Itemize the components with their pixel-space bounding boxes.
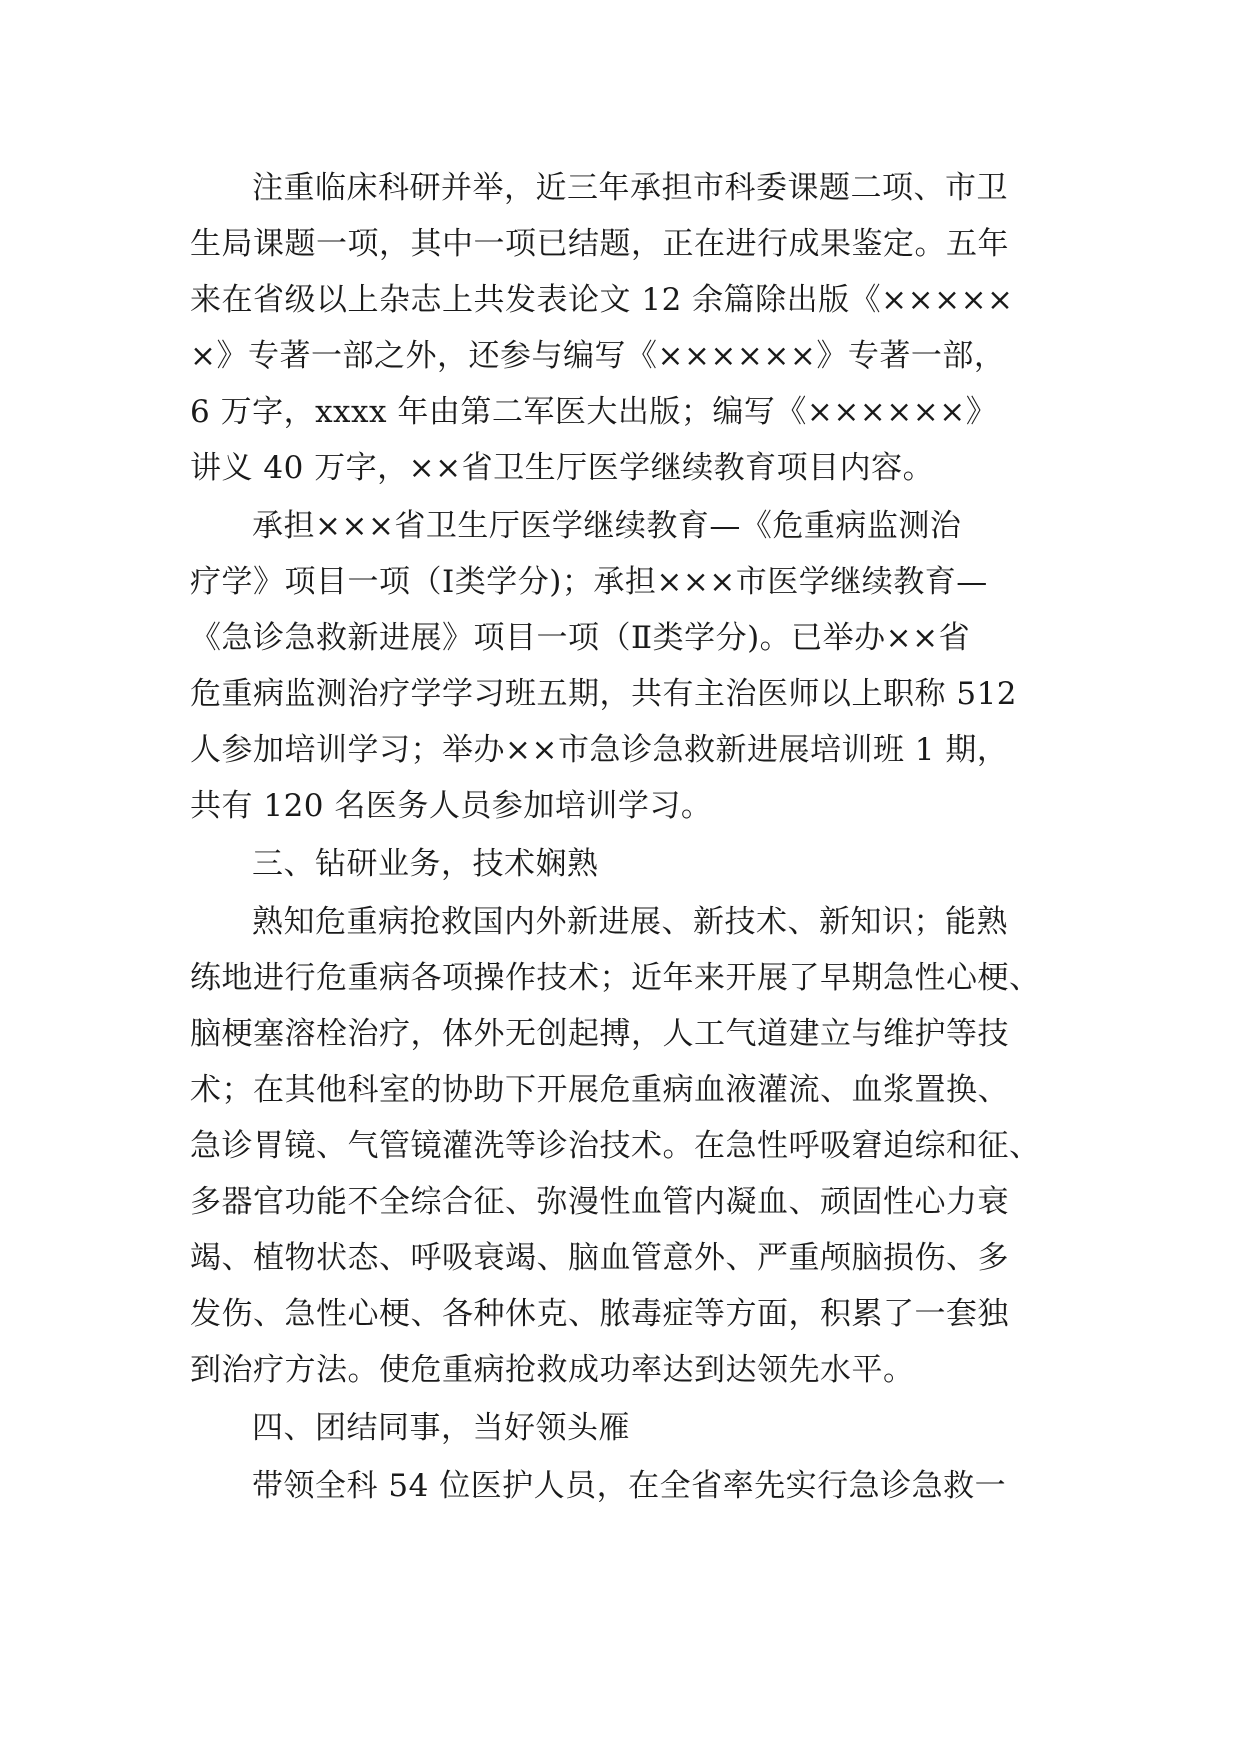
paragraph-line: ×》专著一部之外，还参与编写《××××××》专著一部，: [190, 338, 1006, 374]
paragraph-line: 练地进行危重病各项操作技术；近年来开展了早期急性心梗、: [190, 960, 1041, 996]
paragraph-line: 发伤、急性心梗、各种休克、脓毒症等方面，积累了一套独: [190, 1296, 1009, 1332]
paragraph-line: 竭、植物状态、呼吸衰竭、脑血管意外、严重颅脑损伤、多: [190, 1240, 1009, 1276]
paragraph-line: 生局课题一项，其中一项已结题，正在进行成果鉴定。五年: [190, 226, 1009, 262]
paragraph-line: 熟知危重病抢救国内外新进展、新技术、新知识；能熟: [252, 904, 1008, 940]
paragraph-line: 共有 120 名医务人员参加培训学习。: [190, 788, 713, 824]
paragraph-line: 带领全科 54 位医护人员，在全省率先实行急诊急救一: [252, 1468, 1007, 1504]
paragraph-line: 承担×××省卫生厅医学继续教育—《危重病监测治: [252, 508, 962, 544]
paragraph-line: 讲义 40 万字，××省卫生厅医学继续教育项目内容。: [190, 450, 935, 486]
paragraph-line: 到治疗方法。使危重病抢救成功率达到达领先水平。: [190, 1352, 915, 1388]
paragraph-line: 来在省级以上杂志上共发表论文 12 余篇除出版《×××××: [190, 282, 1014, 318]
paragraph-line: 注重临床科研并举，近三年承担市科委课题二项、市卫: [252, 170, 1008, 206]
paragraph-line: 急诊胃镜、气管镜灌洗等诊治技术。在急性呼吸窘迫综和征、: [190, 1128, 1041, 1164]
paragraph-line: 人参加培训学习；举办××市急诊急救新进展培训班 1 期，: [190, 732, 1009, 768]
paragraph-line: 脑梗塞溶栓治疗，体外无创起搏，人工气道建立与维护等技: [190, 1016, 1009, 1052]
paragraph-line: 疗学》项目一项（Ⅰ类学分)；承担×××市医学继续教育—: [190, 564, 988, 600]
section-heading: 三、钻研业务，技术娴熟: [252, 846, 599, 882]
paragraph-line: 多器官功能不全综合征、弥漫性血管内凝血、顽固性心力衰: [190, 1184, 1009, 1220]
paragraph-line: 《急诊急救新进展》项目一项（Ⅱ类学分)。已举办××省: [190, 620, 971, 656]
paragraph-line: 危重病监测治疗学学习班五期，共有主治医师以上职称 512: [190, 676, 1018, 712]
paragraph-line: 6 万字，xxxx 年由第二军医大出版；编写《××××××》: [190, 394, 998, 430]
section-heading: 四、团结同事，当好领头雁: [252, 1410, 630, 1446]
paragraph-line: 术；在其他科室的协助下开展危重病血液灌流、血浆置换、: [190, 1072, 1009, 1108]
